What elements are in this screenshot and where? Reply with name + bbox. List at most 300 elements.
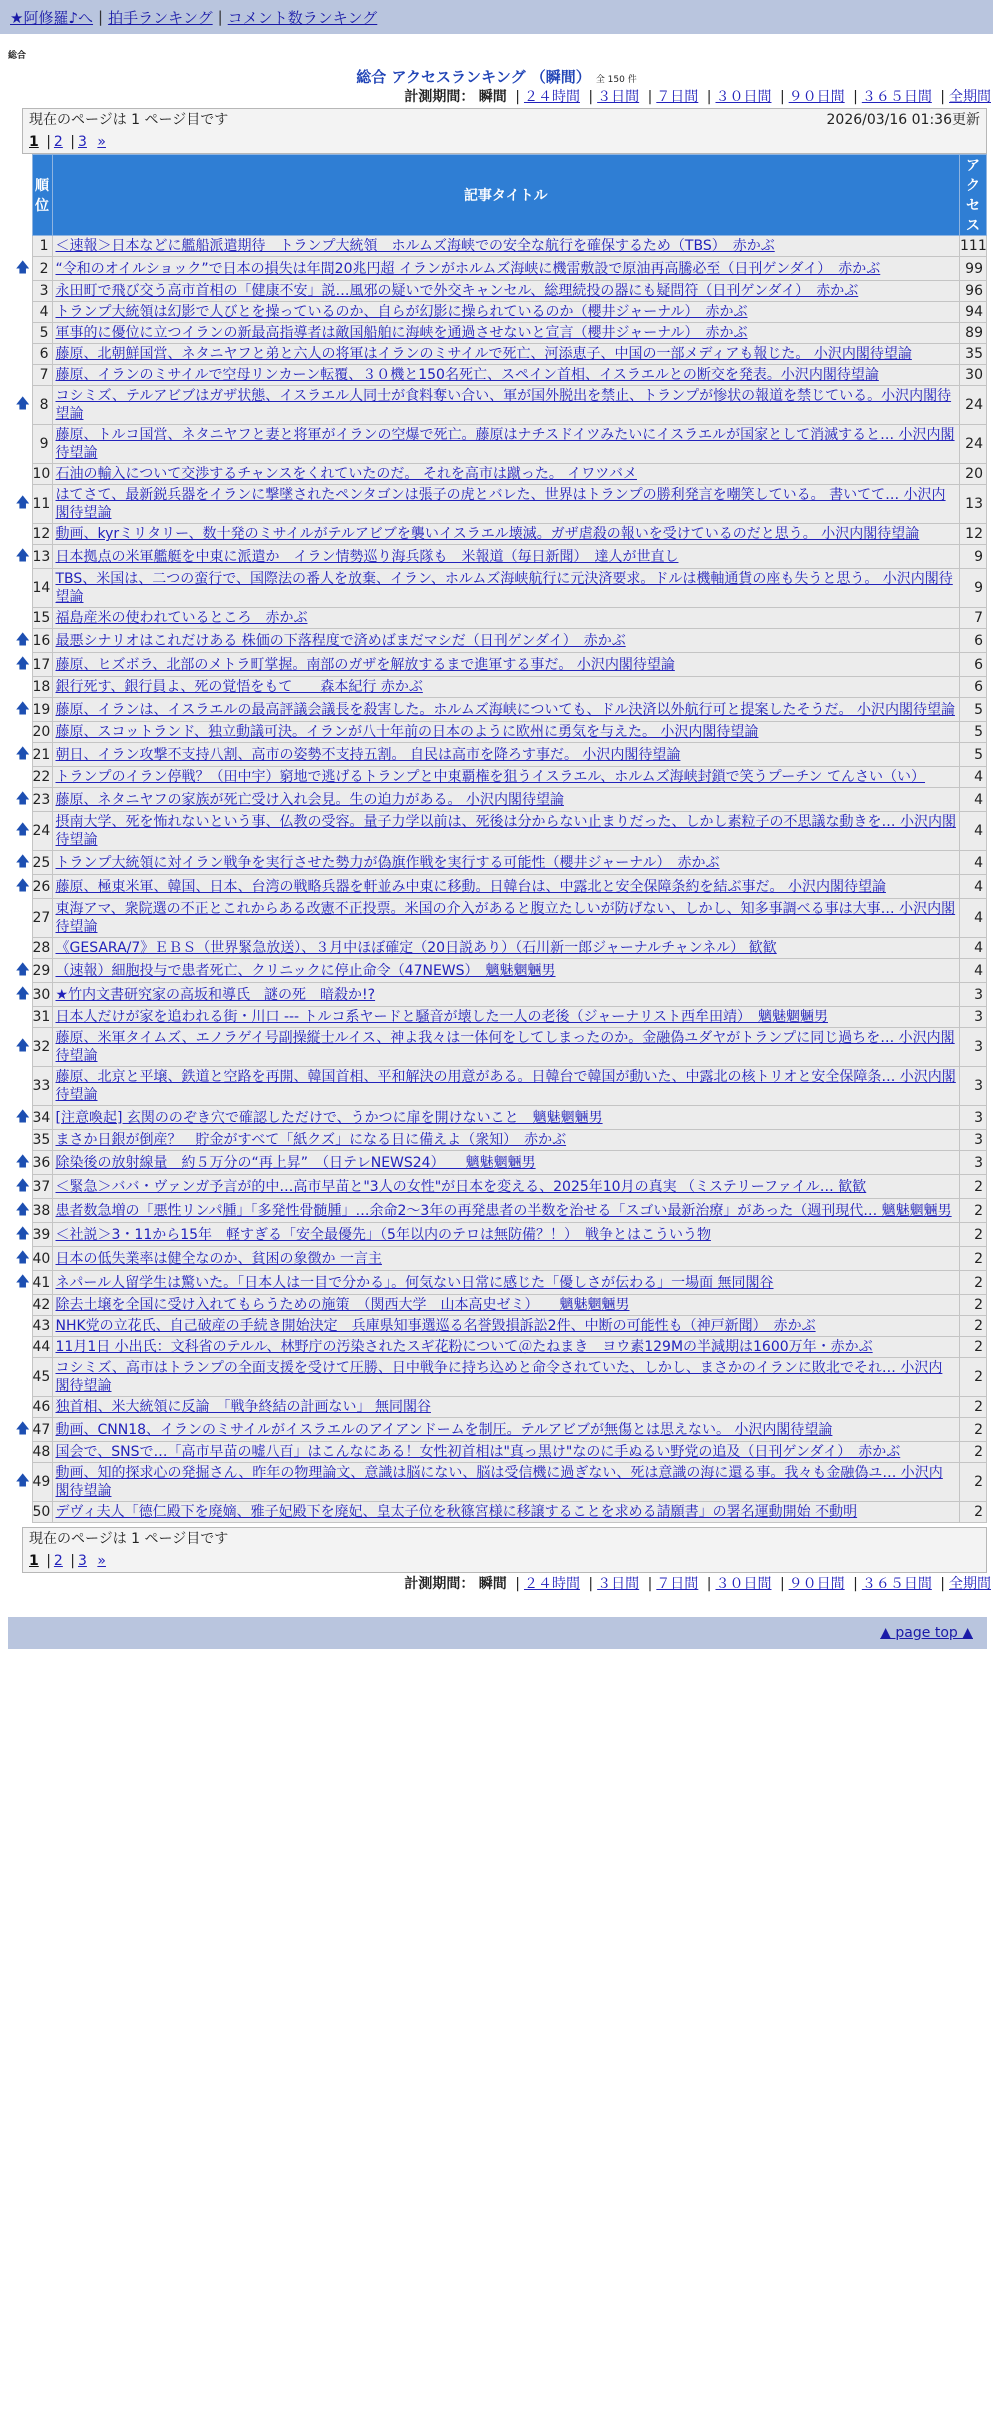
rank-cell: 37	[32, 1175, 52, 1199]
access-count-cell: 89	[960, 323, 987, 344]
rank-up-arrow-icon	[14, 1007, 32, 1028]
rank-cell: 10	[32, 464, 52, 485]
rank-cell: 25	[32, 851, 52, 875]
title-cell	[52, 1337, 960, 1358]
article-title-link[interactable]: トランプのイラン停戦？（田中宇）窮地で逃げるトランプと中東覇権を狙うイスラエル、ホルムズ海峡封鎖で笑うプーチン てんさい（い）	[55, 769, 926, 785]
table-row	[14, 323, 987, 344]
table-row	[14, 875, 987, 899]
table-row	[14, 257, 987, 281]
access-count-cell: 9	[960, 545, 987, 569]
table-row	[14, 1067, 987, 1106]
access-count-cell: 2	[960, 1316, 987, 1337]
access-count-cell: 9	[960, 569, 987, 608]
access-count-cell: 111	[960, 236, 987, 257]
table-row	[14, 485, 987, 524]
table-row	[14, 812, 987, 851]
table-row	[14, 1247, 987, 1271]
article-title-link[interactable]: （速報）細胞投与で患者死亡、クリニックに停止命令（47NEWS） 魑魅魍魎男	[55, 962, 556, 979]
title-cell	[52, 608, 960, 629]
table-row	[14, 1502, 987, 1523]
title-cell	[52, 1502, 960, 1523]
table-row	[14, 608, 987, 629]
rank-up-arrow-icon: 🡅	[14, 788, 32, 812]
rank-cell: 13	[32, 545, 52, 569]
rank-cell: 6	[32, 344, 52, 365]
article-title-link[interactable]: 国会で、SNSで…「高市早苗の嘘八百」はこんなにある！女性初首相は"真っ黒け"なのに手ぬるい野党の追及（日刊ゲンダイ） 赤かぶ	[55, 1444, 901, 1460]
access-count-cell: 2	[960, 1271, 987, 1295]
rank-up-arrow-icon: 🡅	[14, 1463, 32, 1502]
table-row	[14, 767, 987, 788]
article-title-link[interactable]: 独首相、米大統領に反論 「戦争終結の計画ない」 無同閣谷	[55, 1399, 431, 1415]
rank-up-arrow-icon	[14, 236, 32, 257]
access-count-cell: 4	[960, 767, 987, 788]
rank-cell: 23	[32, 788, 52, 812]
rank-up-arrow-icon	[14, 569, 32, 608]
rank-up-arrow-icon: 🡅	[14, 959, 32, 983]
pager-next[interactable]: »	[97, 134, 106, 150]
table-row	[14, 1175, 987, 1199]
access-count-cell: 4	[960, 959, 987, 983]
table-row	[14, 344, 987, 365]
period-7d-link[interactable]: ７日間	[656, 89, 699, 105]
rank-up-arrow-icon	[14, 767, 32, 788]
rank-cell: 24	[32, 812, 52, 851]
rank-up-arrow-icon	[14, 1358, 32, 1397]
current-page-text: 現在のページは 1 ページ目です	[29, 112, 229, 128]
article-title-link[interactable]: 藤原、トルコ国営、ネタニヤフと妻と将軍がイランの空爆で死亡。藤原はナチスドイツみたいにイスラエルが国家として消滅すると… 小沢内閣待望論	[55, 427, 955, 461]
table-row	[14, 1463, 987, 1502]
title-cell	[52, 677, 960, 698]
rank-cell: 44	[32, 1337, 52, 1358]
period-24h-link[interactable]: ２４時間	[523, 89, 580, 105]
rank-cell: 48	[32, 1442, 52, 1463]
rank-cell: 30	[32, 983, 52, 1007]
pager-current: 1	[29, 1553, 39, 1569]
article-title-link[interactable]: 最悪シナリオはこれだけある 株価の下落程度で済めばまだマシだ（日刊ゲンダイ） 赤かぶ	[55, 632, 626, 649]
article-title-link[interactable]: 藤原、北朝鮮国営、ネタニヤフと弟と六人の将軍はイランのミサイルで死亡、河添恵子、中国の一部メディアも報じた。 小沢内閣待望論	[55, 346, 912, 362]
pager-page-3[interactable]: 3	[78, 1553, 87, 1569]
page-top-link[interactable]: ▲ page top ▲	[880, 1625, 973, 1641]
article-title-link[interactable]: コシミズ、テルアビブはガザ状態、イスラエル人同士が食料奪い合い、軍が国外脱出を禁止、トランプが惨状の報道を禁じている。小沢内閣待望論	[55, 388, 952, 422]
article-title-link[interactable]: 患者数急増の「悪性リンパ腫」「多発性骨髄腫」…余命2～3年の再発患者の半数を治せる「スゴい最新治療」があった（週刊現代… 魑魅魍魎男	[55, 1202, 952, 1219]
category-label: 総合	[8, 51, 27, 61]
rank-cell: 28	[32, 938, 52, 959]
period-90d-link[interactable]: ９０日間	[788, 1576, 845, 1592]
rank-cell: 42	[32, 1295, 52, 1316]
article-title-link[interactable]: 藤原、北京と平壌、鉄道と空路を再開、韓国首相、平和解決の用意がある。日韓台で韓国が動いた、中露北の核トリオと安全保障条… 小沢内閣待望論	[55, 1069, 956, 1103]
rank-up-arrow-icon	[14, 608, 32, 629]
access-count-cell: 4	[960, 812, 987, 851]
rank-cell: 36	[32, 1151, 52, 1175]
rank-cell: 43	[32, 1316, 52, 1337]
article-title-link[interactable]: まさか日銀が倒産？ 貯金がすべて「紙クズ」になる日に備えよ（衆知） 赤かぶ	[55, 1132, 567, 1148]
rank-cell: 34	[32, 1106, 52, 1130]
period-90d-link[interactable]: ９０日間	[788, 89, 845, 105]
table-row	[14, 1028, 987, 1067]
page-info-bottom	[22, 1527, 987, 1573]
pager-page-2[interactable]: 2	[53, 134, 63, 150]
asyura-home-link[interactable]: ★阿修羅♪へ	[10, 8, 94, 27]
article-title-link[interactable]: 軍事的に優位に立つイランの新最高指導者は敵国船舶に海峡を通過させないと宣言（櫻井ジャーナル） 赤かぶ	[55, 325, 748, 341]
article-title-link[interactable]: コシミズ、高市はトランプの全面支援を受けて圧勝、日中戦争に持ち込めと命令されていた、しかし、まさかのイランに敗北でそれ… 小沢内閣待望論	[55, 1360, 943, 1394]
article-title-link[interactable]: はてさて、最新鋭兵器をイランに撃墜されたペンタゴンは張子の虎とバレた、世界はトランプの勝利発言を嘲笑している。 書いてて… 小沢内閣待望論	[55, 487, 946, 521]
table-row	[14, 425, 987, 464]
table-row	[14, 1130, 987, 1151]
rank-up-arrow-icon: 🡅	[14, 1247, 32, 1271]
article-title-link[interactable]: 朝日、イラン攻撃不支持八割、高市の姿勢不支持五割。 自民は高市を降ろす事だ。 小沢内閣待望論	[55, 746, 681, 763]
table-row	[14, 959, 987, 983]
rank-cell: 20	[32, 722, 52, 743]
rank-cell: 41	[32, 1271, 52, 1295]
access-count-cell: 4	[960, 851, 987, 875]
rank-up-arrow-icon	[14, 1130, 32, 1151]
article-title-link[interactable]: 動画、CNN18、イランのミサイルがイスラエルのアイアンドームを制圧。テルアビブが無傷とは思えない。 小沢内閣待望論	[55, 1421, 833, 1438]
rank-cell: 32	[32, 1028, 52, 1067]
rank-up-arrow-icon: 🡅	[14, 1223, 32, 1247]
period-7d-link[interactable]: ７日間	[656, 1576, 699, 1592]
title-cell	[52, 569, 960, 608]
title-cell	[52, 812, 960, 851]
table-row	[14, 1199, 987, 1223]
table-row	[14, 464, 987, 485]
pager-page-2[interactable]: 2	[53, 1553, 63, 1569]
title-cell	[52, 938, 960, 959]
access-count-cell: 6	[960, 677, 987, 698]
title-cell	[52, 545, 960, 569]
rank-up-arrow-icon	[14, 1397, 32, 1418]
rank-up-arrow-icon: 🡅	[14, 1271, 32, 1295]
access-count-cell: 35	[960, 344, 987, 365]
table-row	[14, 302, 987, 323]
access-count-cell: 2	[960, 1397, 987, 1418]
table-row	[14, 722, 987, 743]
article-title-link[interactable]: 除去土壌を全国に受け入れてもらうための施策 （関西大学 山本高史ゼミ） 魑魅魍魎男	[55, 1297, 630, 1313]
rank-cell: 8	[32, 386, 52, 425]
article-title-link[interactable]: トランプ大統領に対イラン戦争を実行させた勢力が偽旗作戦を実行する可能性（櫻井ジャーナル） 赤かぶ	[55, 854, 720, 871]
page-info-top	[22, 108, 987, 154]
access-count-cell: 2	[960, 1418, 987, 1442]
title-cell	[52, 281, 960, 302]
rank-up-arrow-icon	[14, 302, 32, 323]
rank-cell: 19	[32, 698, 52, 722]
rank-cell: 1	[32, 236, 52, 257]
table-row	[14, 1223, 987, 1247]
title-cell	[52, 1463, 960, 1502]
title-cell	[52, 344, 960, 365]
rank-up-arrow-icon: 🡅	[14, 1028, 32, 1067]
article-title-link[interactable]: トランプ大統領は幻影で人びとを操っているのか、自らが幻影に操られているのか（櫻井ジャーナル） 赤かぶ	[55, 304, 748, 320]
access-count-cell: 2	[960, 1502, 987, 1523]
article-title-link[interactable]: 日本人だけが家を追われる街・川口 --- トルコ系ヤードと騒音が壊した一人の老後（ジャーナリスト西牟田靖） 魑魅魍魎男	[55, 1009, 828, 1025]
title-cell	[52, 983, 960, 1007]
rank-up-arrow-icon: 🡅	[14, 875, 32, 899]
access-count-cell: 5	[960, 722, 987, 743]
rank-cell: 17	[32, 653, 52, 677]
access-count-cell: 7	[960, 608, 987, 629]
article-title-link[interactable]: 藤原、ヒズボラ、北部のメトラ町掌握。南部のガザを解放するまで進軍する事だ。 小沢内閣待望論	[55, 656, 675, 673]
title-cell	[52, 464, 960, 485]
access-count-cell: 20	[960, 464, 987, 485]
rank-cell: 5	[32, 323, 52, 344]
title-cell	[52, 365, 960, 386]
rank-up-arrow-icon	[14, 344, 32, 365]
title-cell	[52, 629, 960, 653]
table-row	[14, 386, 987, 425]
article-title-link[interactable]: 《GESARA/7》ＥＢＳ（世界緊急放送）、３月中ほぼ確定（20日説あり）（石川新一郎ジャーナルチャンネル） 歓歓	[55, 940, 777, 956]
rank-up-arrow-icon	[14, 899, 32, 938]
rank-up-arrow-icon: 🡅	[14, 545, 32, 569]
table-row	[14, 1271, 987, 1295]
table-row	[14, 545, 987, 569]
table-row	[14, 1151, 987, 1175]
period-30d-link[interactable]: ３０日間	[715, 1576, 772, 1592]
current-page-text: 現在のページは 1 ページ目です	[29, 1531, 229, 1547]
access-count-cell: 2	[960, 1223, 987, 1247]
rank-cell: 33	[32, 1067, 52, 1106]
title-cell	[52, 899, 960, 938]
page-title: 総合 アクセスランキング （瞬間）	[356, 68, 591, 86]
rank-up-arrow-icon	[14, 722, 32, 743]
rank-up-arrow-icon: 🡅	[14, 851, 32, 875]
rank-up-arrow-icon	[14, 281, 32, 302]
rank-cell: 3	[32, 281, 52, 302]
rank-up-arrow-icon	[14, 425, 32, 464]
rank-up-arrow-icon	[14, 524, 32, 545]
footer-bar	[8, 1617, 987, 1649]
title-cell	[52, 722, 960, 743]
period-3d-link[interactable]: ３日間	[597, 89, 640, 105]
period-365d-link[interactable]: ３６５日間	[861, 1576, 932, 1592]
table-row	[14, 1418, 987, 1442]
access-count-cell: 2	[960, 1199, 987, 1223]
rank-up-arrow-icon	[14, 365, 32, 386]
table-row	[14, 1397, 987, 1418]
rank-cell: 4	[32, 302, 52, 323]
table-row	[14, 938, 987, 959]
rank-up-arrow-icon: 🡅	[14, 812, 32, 851]
title-cell	[52, 1175, 960, 1199]
rank-cell: 46	[32, 1397, 52, 1418]
table-row	[14, 851, 987, 875]
rank-cell: 12	[32, 524, 52, 545]
table-row	[14, 743, 987, 767]
title-cell	[52, 1106, 960, 1130]
article-title-link[interactable]: 藤原、極東米軍、韓国、日本、台湾の戦略兵器を軒並み中東に移動。日韓台は、中露北と安全保障条約を結ぶ事だ。 小沢内閣待望論	[55, 878, 886, 895]
table-row	[14, 698, 987, 722]
table-row	[14, 653, 987, 677]
period-30d-link[interactable]: ３０日間	[715, 89, 772, 105]
period-24h-link[interactable]: ２４時間	[523, 1576, 580, 1592]
table-row	[14, 1442, 987, 1463]
article-title-link[interactable]: 11月1日 小出氏：文科省のテルル、林野庁の汚染されたスギ花粉について＠たねまき ヨウ素129Mの半減期は1600万年・赤かぶ	[55, 1339, 873, 1355]
article-title-link[interactable]: 銀行死す、銀行員よ、死の覚悟をもて 森本紀行 赤かぶ	[55, 679, 423, 695]
access-count-cell: 2	[960, 1175, 987, 1199]
article-title-link[interactable]: 日本拠点の米軍艦艇を中東に派遣か イラン情勢巡り海兵隊も 米報道（毎日新聞） 達人が世直し	[55, 548, 679, 565]
rank-up-arrow-icon	[14, 1502, 32, 1523]
rank-up-arrow-icon	[14, 1295, 32, 1316]
title-cell	[52, 851, 960, 875]
title-cell	[52, 1271, 960, 1295]
rank-up-arrow-icon	[14, 1337, 32, 1358]
rank-up-arrow-icon: 🡅	[14, 386, 32, 425]
rank-cell: 29	[32, 959, 52, 983]
rank-up-arrow-icon	[14, 323, 32, 344]
access-count-cell: 13	[960, 485, 987, 524]
title-cell	[52, 386, 960, 425]
rank-cell: 35	[32, 1130, 52, 1151]
rank-up-arrow-icon: 🡅	[14, 257, 32, 281]
pager-next[interactable]: »	[97, 1553, 106, 1569]
title-cell	[52, 767, 960, 788]
title-cell	[52, 1007, 960, 1028]
period-365d-link[interactable]: ３６５日間	[861, 89, 932, 105]
access-count-cell: 24	[960, 425, 987, 464]
article-title-link[interactable]: 日本の低失業率は健全なのか、貧困の象徴か 一言主	[55, 1250, 382, 1267]
article-title-link[interactable]: ★竹内文書研究家の高坂和導氏 謎の死 暗殺か!?	[55, 986, 376, 1003]
title-cell	[52, 1199, 960, 1223]
article-title-link[interactable]: 動画、知的探求心の発掘さん、昨年の物理論文、意識は脳にない、脳は受信機に過ぎない、死は意識の海に還る事。我々も金融偽ユ… 小沢内閣待望論	[55, 1465, 943, 1499]
table-row	[14, 236, 987, 257]
article-title-link[interactable]: “令和のオイルショック”で日本の損失は年間20兆円超 イランがホルムズ海峡に機雷敷設で原油再高騰必至（日刊ゲンダイ） 赤かぶ	[55, 260, 881, 277]
rank-up-arrow-icon	[14, 938, 32, 959]
title-cell	[52, 1223, 960, 1247]
article-title-link[interactable]: 藤原、スコットランド、独立動議可決。イランが八十年前の日本のように欧州に勇気を与えた。 小沢内閣待望論	[55, 724, 759, 740]
top-nav	[0, 0, 993, 34]
period-all-link[interactable]: 全期間	[949, 1576, 991, 1592]
title-header: 記事タイトル	[52, 155, 960, 236]
title-cell	[52, 257, 960, 281]
period-nav-top: 計測期間： 瞬間 | ２４時間 | ３日間 | ７日間 | ３０日間 | ９０日間 | ３６５日間 | 全期間	[404, 89, 991, 105]
rank-up-arrow-icon	[14, 1442, 32, 1463]
rank-cell: 45	[32, 1358, 52, 1397]
rank-up-arrow-icon: 🡅	[14, 1175, 32, 1199]
total-count: 全 150 件	[595, 75, 637, 85]
access-count-cell: 3	[960, 1028, 987, 1067]
access-count-cell: 5	[960, 743, 987, 767]
access-header: アクセス	[960, 155, 987, 236]
access-count-cell: 3	[960, 983, 987, 1007]
rank-cell: 22	[32, 767, 52, 788]
pager-page-3[interactable]: 3	[78, 134, 87, 150]
article-title-link[interactable]: 摂南大学、死を怖れないという事、仏教の受容。量子力学以前は、死後は分からない止まりだった、しかし素粒子の不思議な動きを… 小沢内閣待望論	[55, 814, 956, 848]
rank-cell: 40	[32, 1247, 52, 1271]
period-current: 瞬間	[478, 89, 507, 105]
rank-up-arrow-icon: 🡅	[14, 1106, 32, 1130]
article-title-link[interactable]: NHK党の立花氏、自己破産の手続き開始決定 兵庫県知事選巡る名誉毀損訴訟2件、中断の可能性も（神戸新聞） 赤かぶ	[55, 1318, 816, 1334]
article-title-link[interactable]: ネパール人留学生は驚いた。「日本人は一目で分かる」。何気ない日常に感じた「優しさが伝わる」一場面 無同閣谷	[55, 1274, 774, 1291]
rank-up-arrow-icon: 🡅	[14, 1418, 32, 1442]
period-all-link[interactable]: 全期間	[949, 89, 991, 105]
access-count-cell: 3	[960, 1067, 987, 1106]
access-count-cell: 2	[960, 1337, 987, 1358]
rank-up-arrow-icon: 🡅	[14, 485, 32, 524]
access-count-cell: 3	[960, 1130, 987, 1151]
article-title-link[interactable]: 福島産米の使われているところ 赤かぶ	[55, 610, 308, 626]
rank-cell: 2	[32, 257, 52, 281]
article-title-link[interactable]: 藤原、ネタニヤフの家族が死亡受け入れ会見。生の迫力がある。 小沢内閣待望論	[55, 791, 564, 808]
article-title-link[interactable]: 藤原、イランのミサイルで空母リンカーン転覆、３０機と150名死亡、スペイン首相、イスラエルとの断交を発表。小沢内閣待望論	[55, 367, 879, 383]
access-count-cell: 99	[960, 257, 987, 281]
arrow-header	[14, 155, 32, 236]
rank-up-arrow-icon: 🡅	[14, 629, 32, 653]
title-cell	[52, 1295, 960, 1316]
rank-cell: 31	[32, 1007, 52, 1028]
table-row	[14, 1358, 987, 1397]
rank-cell: 21	[32, 743, 52, 767]
rank-cell: 14	[32, 569, 52, 608]
table-row	[14, 524, 987, 545]
access-count-cell: 4	[960, 788, 987, 812]
access-count-cell: 6	[960, 653, 987, 677]
period-3d-link[interactable]: ３日間	[597, 1576, 640, 1592]
article-title-link[interactable]: デヴィ夫人「德仁殿下を廃嫡、雅子妃殿下を廃妃、皇太子位を秋篠宮様に移譲することを求める請願書」の署名運動開始 不動明	[55, 1504, 858, 1520]
title-cell	[52, 1247, 960, 1271]
clap-ranking-link[interactable]: 拍手ランキング	[108, 8, 213, 27]
table-row	[14, 899, 987, 938]
article-title-link[interactable]: TBS、米国は、二つの蛮行で、国際法の番人を放棄、イラン、ホルムズ海峡航行に元決済要求。ドルは機軸通貨の座も失うと思う。 小沢内閣待望論	[55, 571, 953, 605]
nav-separator: |	[98, 8, 104, 26]
table-row	[14, 569, 987, 608]
article-title-link[interactable]: ＜速報＞日本などに艦船派遣期待 トランプ大統領 ホルムズ海峡での安全な航行を確保するため（TBS） 赤かぶ	[55, 238, 775, 254]
table-row	[14, 1316, 987, 1337]
access-count-cell: 96	[960, 281, 987, 302]
access-count-cell: 5	[960, 698, 987, 722]
access-count-cell: 2	[960, 1442, 987, 1463]
rank-up-arrow-icon	[14, 1316, 32, 1337]
access-count-cell: 94	[960, 302, 987, 323]
access-count-cell: 6	[960, 629, 987, 653]
rank-up-arrow-icon: 🡅	[14, 743, 32, 767]
title-cell	[52, 1151, 960, 1175]
article-title-link[interactable]: 除染後の放射線量 約５万分の“再上昇” （日テレNEWS24） 魑魅魍魎男	[55, 1154, 536, 1171]
rank-cell: 39	[32, 1223, 52, 1247]
title-cell	[52, 959, 960, 983]
rank-up-arrow-icon: 🡅	[14, 983, 32, 1007]
updated-time: 2026/03/16 01:36更新	[826, 112, 980, 128]
rank-cell: 11	[32, 485, 52, 524]
pager-bottom: 1 | 2 | 3 »	[29, 1553, 106, 1569]
title-cell	[52, 302, 960, 323]
title-cell	[52, 236, 960, 257]
comment-ranking-link[interactable]: コメント数ランキング	[227, 8, 378, 27]
article-title-link[interactable]: 藤原、米軍タイムズ、エノラゲイ号副操縦士ルイス、神よ我々は一体何をしてしまったのか。金融偽ユダヤがトランプに同じ過ちを… 小沢内閣待望論	[55, 1030, 955, 1064]
article-title-link[interactable]: 藤原、イランは、イスラエルの最高評議会議長を殺害した。ホルムズ海峡についても、ドル決済以外航行可と提案したそうだ。 小沢内閣待望論	[55, 701, 955, 718]
article-title-link[interactable]: ＜緊急＞ババ・ヴァンガ予言が的中…高市早苗と"3人の女性"が日本を変える、2025年10月の真実 （ミステリーファイル… 歓歓	[55, 1178, 867, 1195]
title-cell	[52, 1316, 960, 1337]
table-row	[14, 1106, 987, 1130]
article-title-link[interactable]: [注意喚起] 玄関ののぞき穴で確認しただけで、うかつに扉を開けないこと 魑魅魍魎男	[55, 1109, 603, 1126]
title-cell	[52, 875, 960, 899]
rank-cell: 50	[32, 1502, 52, 1523]
rank-up-arrow-icon: 🡅	[14, 1199, 32, 1223]
rank-up-arrow-icon: 🡅	[14, 698, 32, 722]
article-title-link[interactable]: 永田町で飛び交う高市首相の「健康不安」説…風邪の疑いで外交キャンセル、総理続投の器にも疑問符（日刊ゲンダイ） 赤かぶ	[55, 283, 859, 299]
table-row	[14, 788, 987, 812]
table-row	[14, 1337, 987, 1358]
article-title-link[interactable]: 石油の輸入について交渉するチャンスをくれていたのだ。 それを高市は蹴った。 イワツバメ	[55, 466, 637, 482]
title-cell	[52, 1442, 960, 1463]
rank-up-arrow-icon	[14, 1067, 32, 1106]
title-cell	[52, 1130, 960, 1151]
pager-current: 1	[29, 134, 39, 150]
period-nav-bottom: 計測期間： 瞬間 | ２４時間 | ３日間 | ７日間 | ３０日間 | ９０日間 | ３６５日間 | 全期間	[404, 1576, 991, 1592]
article-title-link[interactable]: ＜社説＞3・11から15年 軽すぎる「安全最優先」（5年以内のテロは無防備？！） 戦争とはこういう物	[55, 1226, 711, 1243]
access-count-cell: 3	[960, 1151, 987, 1175]
article-title-link[interactable]: 動画、kyrミリタリー、数十発のミサイルがテルアビブを襲いイスラエル壊滅。ガザ虐殺の報いを受けているのだと思う。 小沢内閣待望論	[55, 526, 920, 542]
title-cell	[52, 1397, 960, 1418]
article-title-link[interactable]: 東海アマ、衆院選の不正とこれからある改憲不正投票。米国の介入があると腹立たしいが防げない、しかし、知多事調べる事は大事… 小沢内閣待望論	[55, 901, 956, 935]
title-cell	[52, 1067, 960, 1106]
